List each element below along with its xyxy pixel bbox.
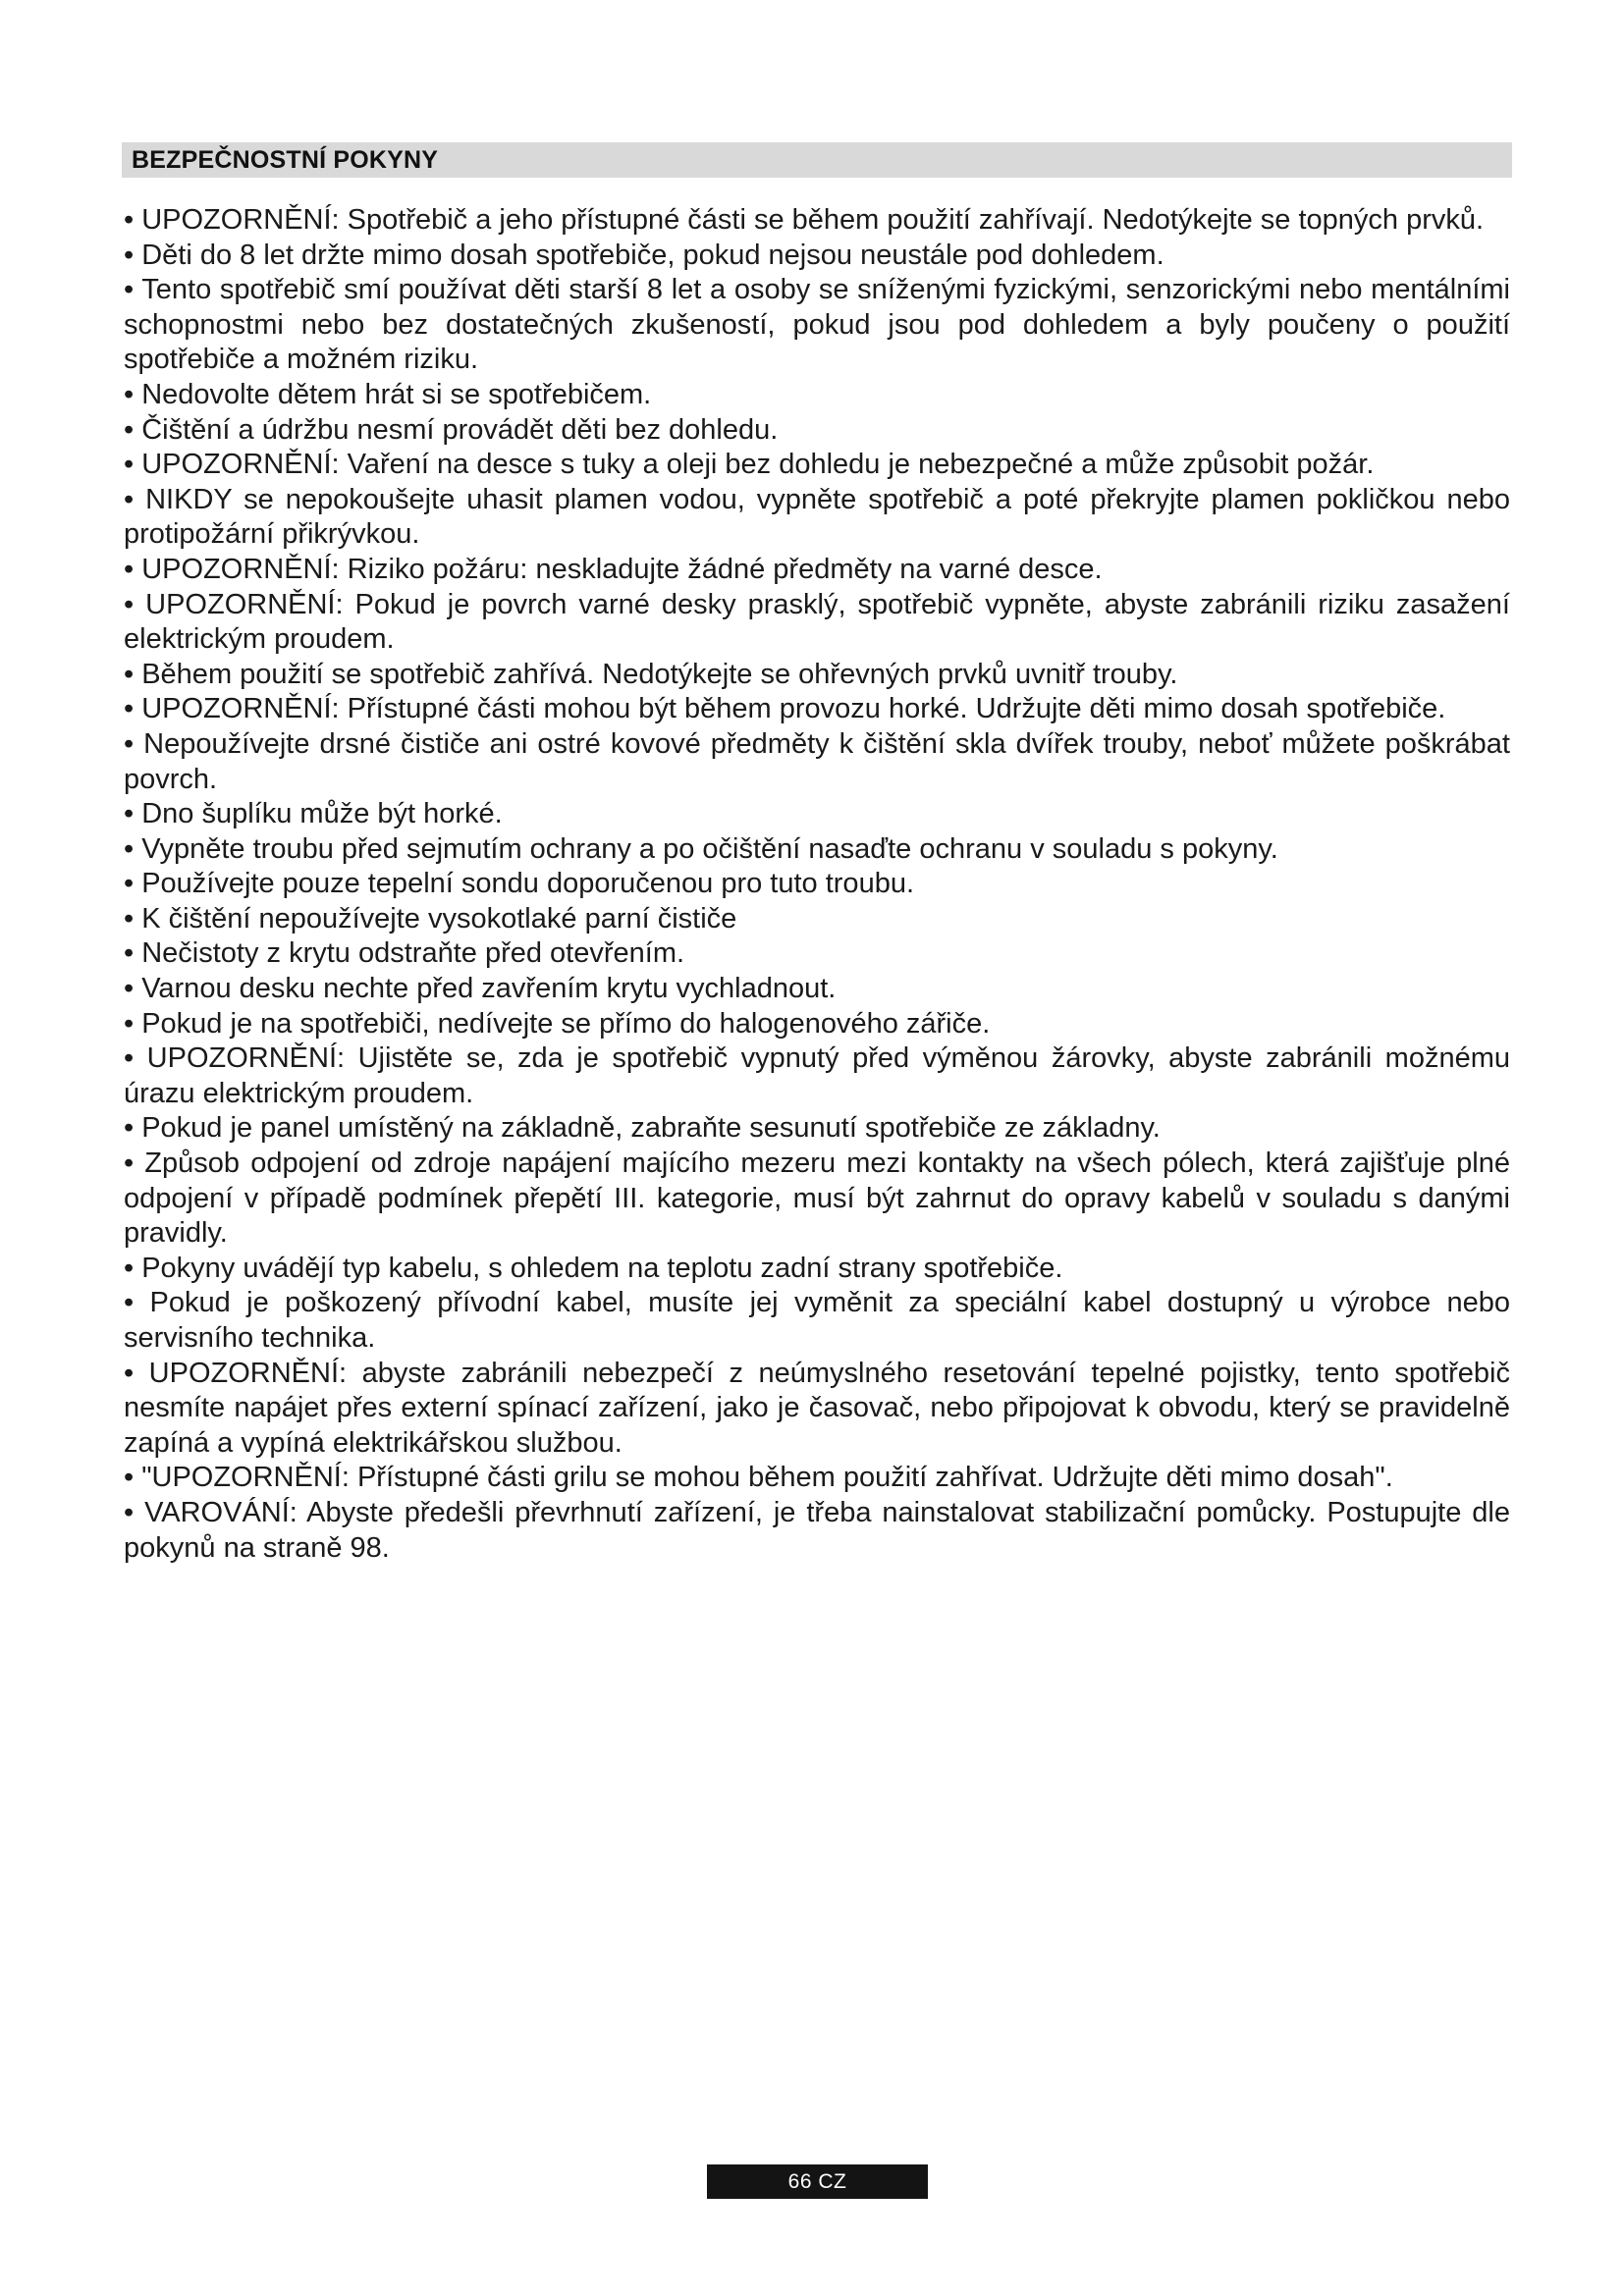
list-item: • UPOZORNĚNÍ: Přístupné části mohou být během provozu horké. Udržujte děti mimo dosah spotřebiče. [124,693,1446,725]
section-header [122,142,1512,178]
list-item: • Čištění a údržbu nesmí provádět děti bez dohledu. [124,413,779,446]
list-item: • Používejte pouze tepelní sondu doporučenou pro tuto troubu. [124,868,915,900]
safety-instructions-list [124,203,1510,1566]
list-item: • Vypněte troubu před sejmutím ochrany a po očištění nasaďte ochranu v souladu s pokyny. [124,832,1278,865]
list-item: • Nepoužívejte drsné čističe ani ostré kovové předměty k čištění skla dvířek trouby, neboť můžete poškrábat povrch. [124,727,1510,795]
list-item: • UPOZORNĚNÍ: Riziko požáru: neskladujte žádné předměty na varné desce. [124,553,1103,585]
list-item: • UPOZORNĚNÍ: Spotřebič a jeho přístupné části se během použití zahřívají. Nedotýkejte se topných prvků. [124,204,1485,236]
list-item: • Varnou desku nechte před zavřením krytu vychladnout. [124,973,837,1005]
list-item: • Nedovolte dětem hrát si se spotřebičem. [124,378,652,410]
list-item: • K čištění nepoužívejte vysokotlaké parní čističe [124,902,737,934]
list-item: • Pokyny uvádějí typ kabelu, s ohledem na teplotu zadní strany spotřebiče. [124,1252,1063,1284]
list-item: • Během použití se spotřebič zahřívá. Nedotýkejte se ohřevných prvků uvnitř trouby. [124,658,1178,690]
list-item: • NIKDY se nepokoušejte uhasit plamen vodou, vypněte spotřebič a poté překryjte plamen pokličkou nebo protipožární přikrývkou. [124,483,1510,551]
list-item: • UPOZORNĚNÍ: abyste zabránili nebezpečí z neúmyslného resetování tepelné pojistky, tento spotřebič nesmíte napájet přes externí spínací zařízení, jako je časovač, nebo připojovat k obvodu, který se pravidelně zapíná a vypíná elektrikářskou službou. [124,1357,1510,1459]
list-item: • Pokud je poškozený přívodní kabel, musíte jej vyměnit za speciální kabel dostupný u výrobce nebo servisního technika. [124,1287,1510,1354]
page-number-badge [707,2164,928,2199]
section-title: BEZPEČNOSTNÍ POKYNY [132,145,439,174]
list-item: • Pokud je na spotřebiči, nedívejte se přímo do halogenového zářiče. [124,1007,991,1040]
list-item: • Pokud je panel umístěný na základně, zabraňte sesunutí spotřebiče ze základny. [124,1112,1161,1145]
list-item: • VAROVÁNÍ: Abyste předešli převrhnutí zařízení, je třeba nainstalovat stabilizační pomůcky. Postupujte dle pokynů na straně 98. [124,1496,1510,1564]
list-item: • Tento spotřebič smí používat děti starší 8 let a osoby se sníženými fyzickými, senzorickými nebo mentálními schopnostmi nebo bez dostatečných zkušeností, pokud jsou pod dohledem a byly poučeny o použití spotřebiče a možném riziku. [124,274,1510,376]
list-item: • Způsob odpojení od zdroje napájení majícího mezeru mezi kontakty na všech pólech, která zajišťuje plné odpojení v případě podmínek přepětí III. kategorie, musí být zahrnut do opravy kabelů v souladu s danými pravidly. [124,1148,1510,1250]
page-number: 66 CZ [787,2169,847,2193]
list-item: • "UPOZORNĚNÍ: Přístupné části grilu se mohou během použití zahřívat. Udržujte děti mimo dosah". [124,1462,1393,1494]
list-item: • UPOZORNĚNÍ: Pokud je povrch varné desky prasklý, spotřebič vypněte, abyste zabránili riziku zasažení elektrickým proudem. [124,588,1510,656]
list-item: • Dno šuplíku může být horké. [124,798,503,830]
list-item: • Děti do 8 let držte mimo dosah spotřebiče, pokud nejsou neustále pod dohledem. [124,239,1164,271]
list-item: • UPOZORNĚNÍ: Vaření na desce s tuky a oleji bez dohledu je nebezpečné a může způsobit požár. [124,449,1375,481]
list-item: • Nečistoty z krytu odstraňte před otevřením. [124,937,685,970]
list-item: • UPOZORNĚNÍ: Ujistěte se, zda je spotřebič vypnutý před výměnou žárovky, abyste zabránili možnému úrazu elektrickým proudem. [124,1042,1510,1109]
